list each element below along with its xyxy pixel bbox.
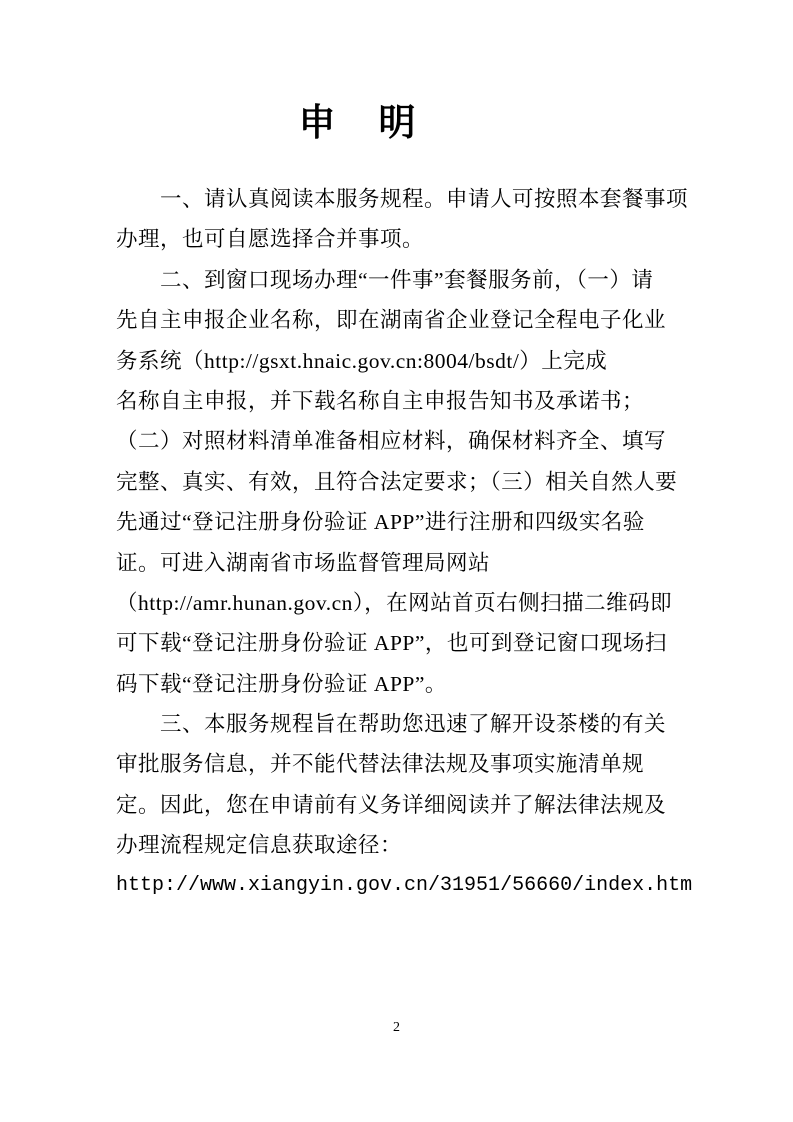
doc-line: 办理流程规定信息获取途径：	[116, 833, 403, 858]
doc-line: 办理，也可自愿选择合并事项。	[116, 227, 425, 252]
doc-line: （http://amr.hunan.gov.cn），在网站首页右侧扫描二维码即	[116, 590, 673, 615]
page-title: 申 明	[298, 102, 419, 143]
doc-url-line: http://www.xiangyin.gov.cn/31951/56660/index.htm	[116, 873, 693, 897]
doc-line: 名称自主申报，并下载名称自主申报告知书及承诺书；	[116, 388, 645, 413]
doc-line: 三、本服务规程旨在帮助您迅速了解开设茶楼的有关	[160, 712, 667, 737]
doc-line: 可下载“登记注册身份验证 APP”，也可到登记窗口现场扫	[116, 631, 667, 656]
document-body	[116, 179, 693, 906]
doc-line: 码下载“登记注册身份验证 APP”。	[116, 671, 447, 696]
doc-line: 二、到窗口现场办理“一件事”套餐服务前，（一）请	[160, 267, 654, 292]
doc-line: 先通过“登记注册身份验证 APP”进行注册和四级实名验	[116, 510, 645, 535]
doc-line: 务系统（http://gsxt.hnaic.gov.cn:8004/bsdt/）上完成	[116, 348, 608, 373]
doc-line: 完整、真实、有效，且符合法定要求；（三）相关自然人要	[116, 469, 678, 494]
doc-line: 证。可进入湖南省市场监督管理局网站	[116, 550, 491, 575]
doc-line: 定。因此，您在申请前有义务详细阅读并了解法律法规及	[116, 792, 667, 817]
doc-line: 一、请认真阅读本服务规程。申请人可按照本套餐事项	[160, 187, 689, 211]
doc-line: （二）对照材料清单准备相应材料，确保材料齐全、填写	[116, 429, 667, 454]
page-number: 2	[393, 1020, 400, 1035]
doc-line: 审批服务信息，并不能代替法律法规及事项实施清单规	[116, 752, 645, 777]
doc-line: 先自主申报企业名称，即在湖南省企业登记全程电子化业	[116, 308, 667, 333]
